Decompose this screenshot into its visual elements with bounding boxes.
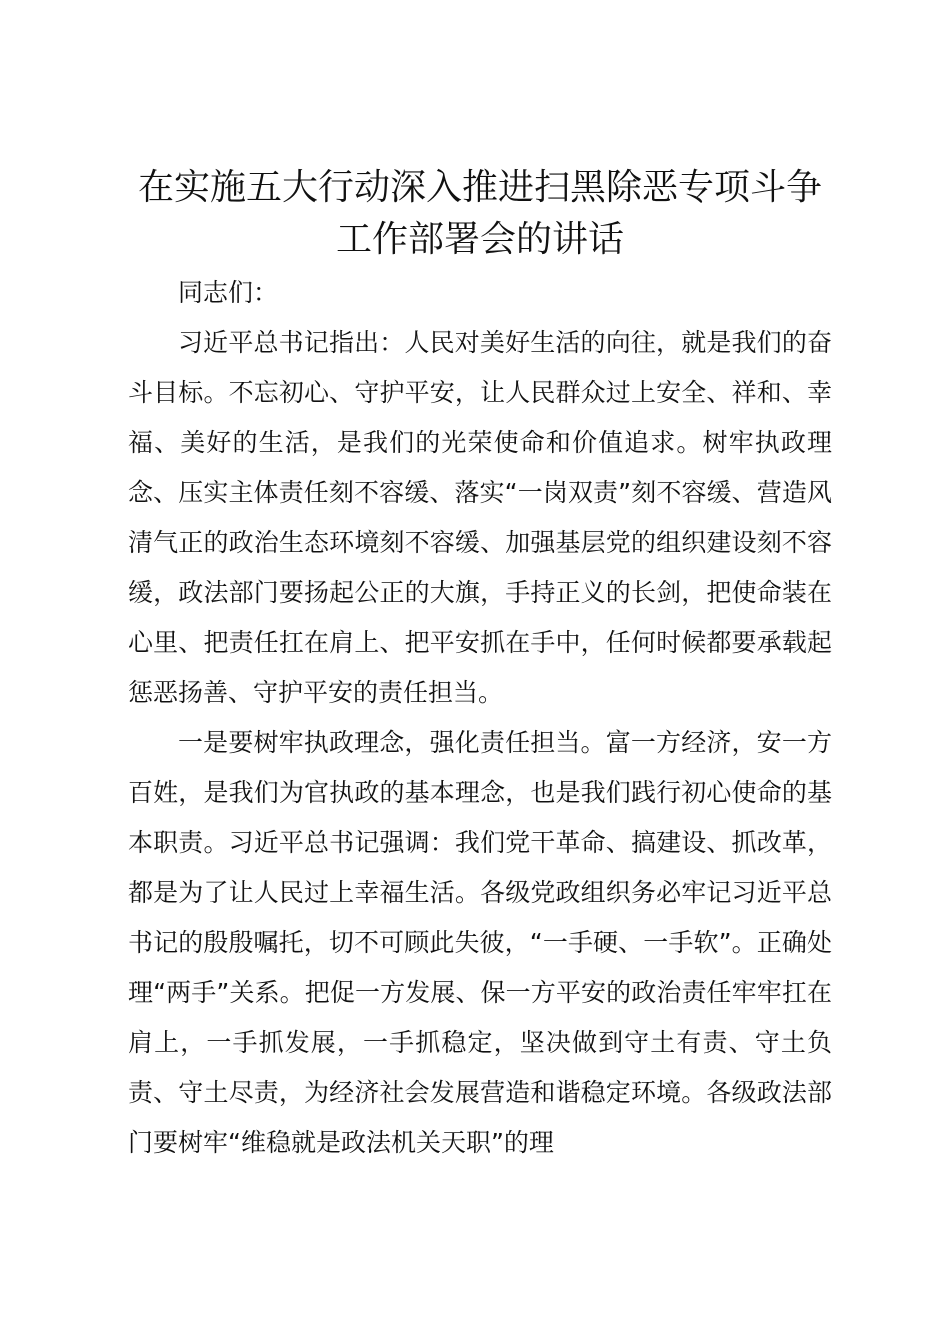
paragraph: 一是要树牢执政理念，强化责任担当。富一方经济，安一方百姓，是我们为官执政的基本理念，也是我们践行初心使命的基本职责。习近平总书记强调：我们党干革命、搞建设、抓改革，都是为了让人民过上幸福生活。各级党政组织务必牢记习近平总书记的殷殷嘱托，切不可顾此失彼，“一手硬、一手软”。正确处理“两手”关系。把促一方发展、保一方平安的政治责任牢牢扛在肩上，一手抓发展，一手抓稳定，坚决做到守土有责、守土负责、守土尽责，为经济社会发展营造和谐稳定环境。各级政法部门要树牢“维稳就是政法机关天职”的理 — [128, 728, 832, 1157]
salutation: 同志们： — [178, 278, 279, 307]
document-body — [128, 268, 832, 1168]
document-page — [128, 162, 832, 1168]
paragraph: 习近平总书记指出：人民对美好生活的向往，就是我们的奋斗目标。不忘初心、守护平安，让人民群众过上安全、祥和、幸福、美好的生活，是我们的光荣使命和价值追求。树牢执政理念、压实主体责任刻不容缓、落实“一岗双责”刻不容缓、营造风清气正的政治生态环境刻不容缓、加强基层党的组织建设刻不容缓，政法部门要扬起公正的大旗，手持正义的长剑，把使命装在心里、把责任扛在肩上、把平安抓在手中，任何时候都要承载起惩恶扬善、守护平安的责任担当。 — [128, 328, 832, 707]
document-title: 在实施五大行动深入推进扫黑除恶专项斗争工作部署会的讲话 — [137, 167, 822, 260]
